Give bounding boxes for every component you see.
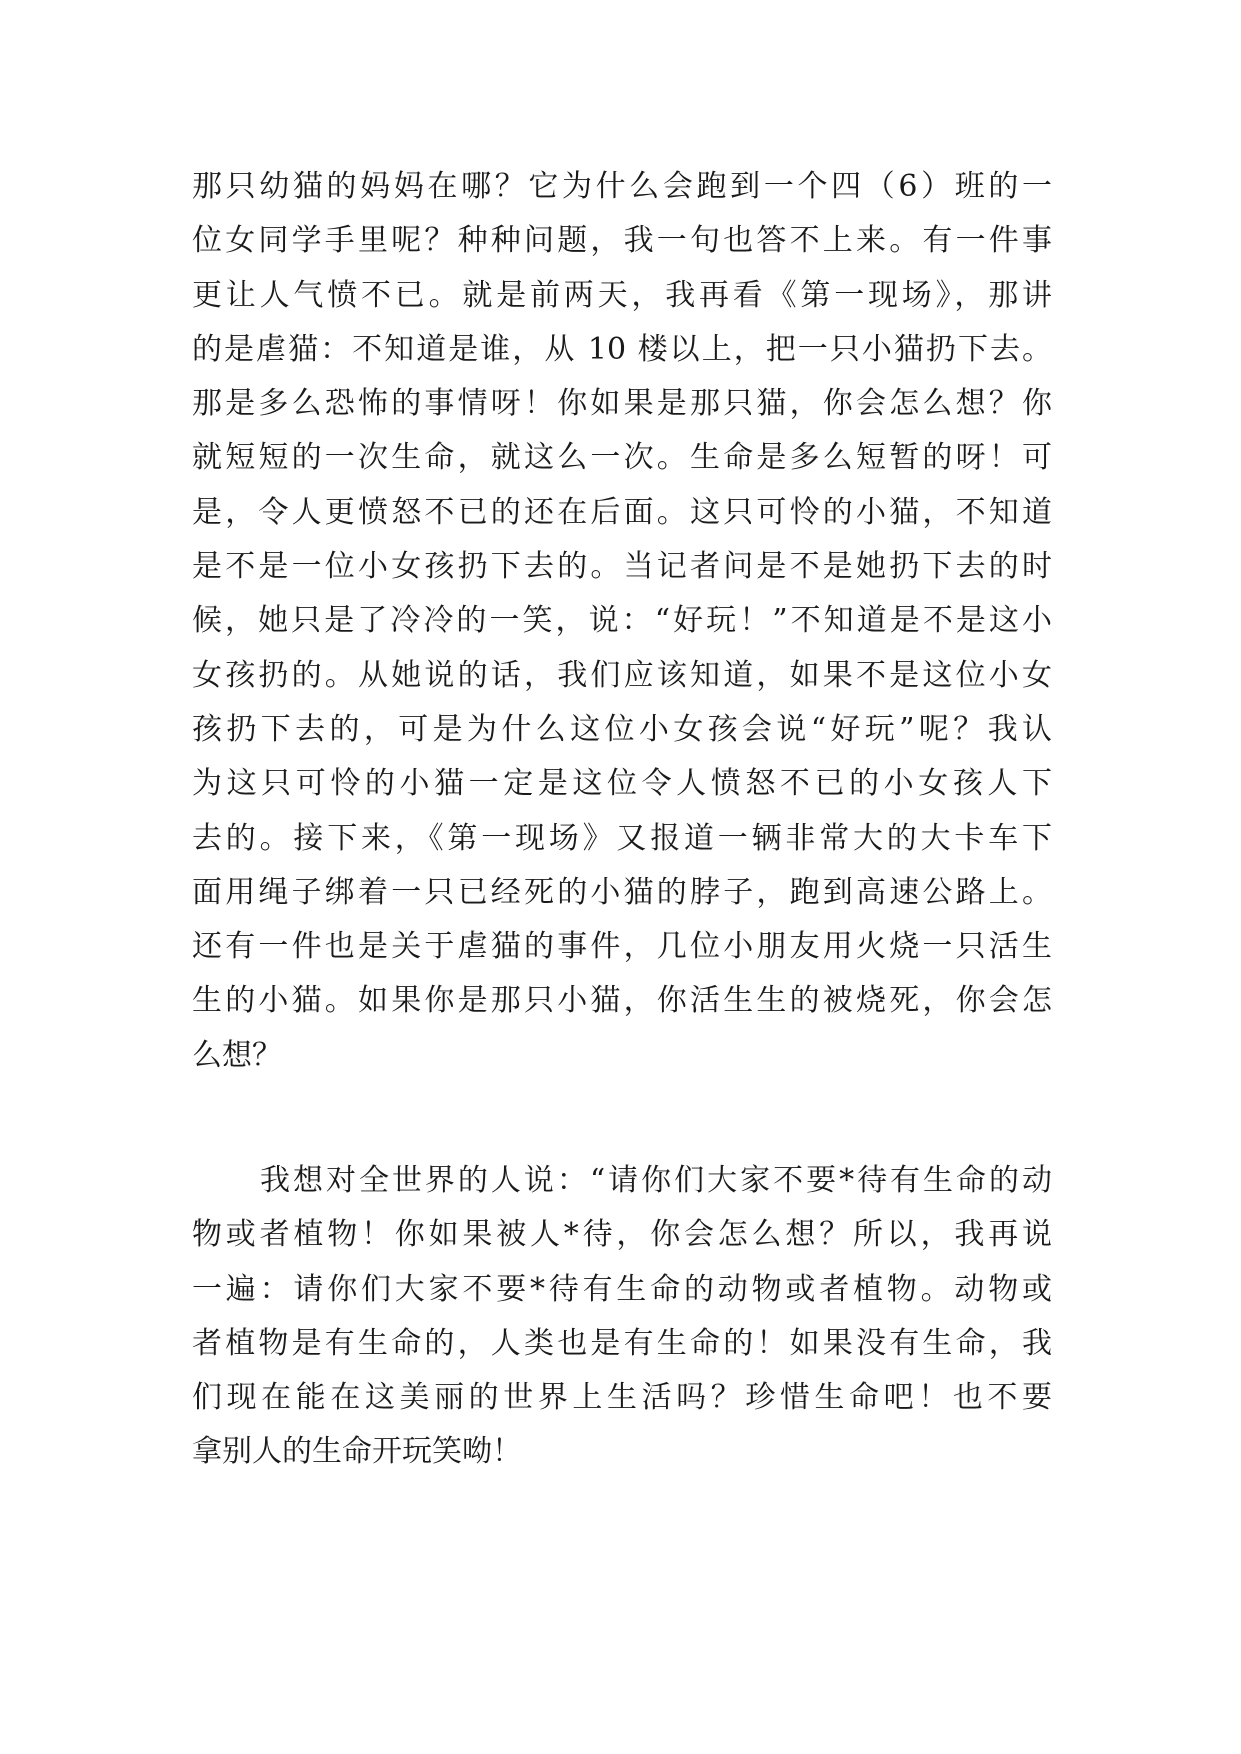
- text-line: 一遍：请你们大家不要*待有生命的动物或者植物。动物或: [192, 1271, 1052, 1307]
- text-line: 的是虐猫：不知道是谁，从 10 楼以上，把一只小猫扔下去。: [192, 331, 1052, 367]
- text-line: 拿别人的生命开玩笑呦！: [192, 1434, 522, 1470]
- text-line: 去的。接下来，《第一现场》又报道一辆非常大的大卡车下: [192, 820, 1052, 856]
- text-line: 面用绳子绑着一只已经死的小猫的脖子，跑到高速公路上。: [192, 874, 1052, 910]
- text-line: 为这只可怜的小猫一定是这位令人愤怒不已的小女孩人下: [192, 766, 1052, 802]
- text-line: 者植物是有生命的，人类也是有生命的！如果没有生命，我: [192, 1325, 1052, 1361]
- text-line: 位女同学手里呢？种种问题，我一句也答不上来。有一件事: [192, 223, 1052, 259]
- text-line: 更让人气愤不已。就是前两天，我再看《第一现场》，那讲: [192, 277, 1052, 313]
- text-line: 是，令人更愤怒不已的还在后面。这只可怜的小猫，不知道: [192, 494, 1052, 530]
- text-line: 就短短的一次生命，就这么一次。生命是多么短暂的呀！可: [192, 440, 1052, 476]
- paragraph-1: [192, 160, 1052, 1083]
- text-line: 我想对全世界的人说：“请你们大家不要*待有生命的动: [260, 1163, 1052, 1198]
- paragraph-2: [192, 1154, 1052, 1480]
- text-line: 女孩扔的。从她说的话，我们应该知道，如果不是这位小女: [192, 657, 1052, 693]
- text-line: 物或者植物！你如果被人*待，你会怎么想？所以，我再说: [192, 1217, 1052, 1253]
- text-line: 候，她只是了冷冷的一笑，说：“好玩！”不知道是不是这小: [192, 603, 1052, 639]
- text-line: 生的小猫。如果你是那只小猫，你活生生的被烧死，你会怎: [192, 983, 1052, 1019]
- text-line: 是不是一位小女孩扔下去的。当记者问是不是她扔下去的时: [192, 549, 1052, 585]
- text-line: 那是多么恐怖的事情呀！你如果是那只猫，你会怎么想？你: [192, 386, 1052, 422]
- text-line: 还有一件也是关于虐猫的事件，几位小朋友用火烧一只活生: [192, 929, 1052, 965]
- text-line: 们现在能在这美丽的世界上生活吗？珍惜生命吧！也不要: [192, 1380, 1052, 1416]
- text-line: 么想？: [192, 1037, 282, 1073]
- text-line: 孩扔下去的，可是为什么这位小女孩会说“好玩”呢？我认: [192, 711, 1052, 747]
- text-line: 那只幼猫的妈妈在哪？它为什么会跑到一个四（6）班的一: [192, 169, 1052, 204]
